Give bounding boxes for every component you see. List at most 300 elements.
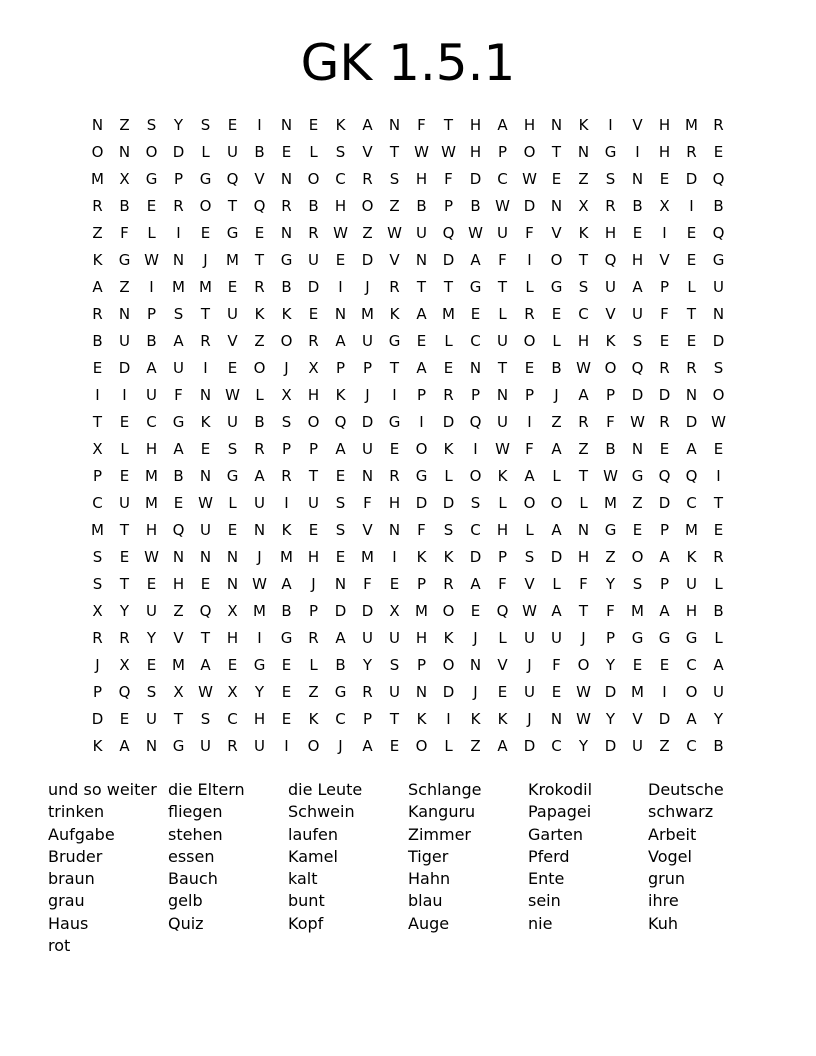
grid-letter: Q bbox=[496, 602, 509, 620]
grid-letter: G bbox=[631, 467, 644, 485]
grid-letter: B bbox=[92, 332, 103, 350]
grid-letter: R bbox=[254, 440, 265, 458]
grid-row bbox=[84, 301, 734, 328]
grid-letter: N bbox=[280, 170, 293, 188]
grid-letter: J bbox=[95, 656, 100, 674]
grid-letter: M bbox=[253, 602, 266, 620]
grid-letter: H bbox=[226, 629, 239, 647]
grid-letter: J bbox=[527, 656, 532, 674]
grid-letter: M bbox=[172, 656, 185, 674]
grid-letter: U bbox=[254, 494, 265, 512]
grid-letter: U bbox=[173, 359, 184, 377]
grid-letter: D bbox=[307, 278, 320, 296]
word-list-item: Kanguru bbox=[408, 802, 476, 822]
grid-letter: P bbox=[524, 386, 535, 404]
grid-letter: E bbox=[227, 278, 238, 296]
grid-letter: B bbox=[308, 197, 319, 215]
grid-letter: E bbox=[227, 359, 238, 377]
grid-letter: N bbox=[280, 224, 293, 242]
grid-letter: F bbox=[552, 656, 561, 674]
grid-letter: J bbox=[284, 359, 289, 377]
grid-letter: W bbox=[603, 467, 618, 485]
word-list-item: bunt bbox=[288, 891, 325, 911]
grid-letter: O bbox=[685, 683, 698, 701]
word-list-item: Tiger bbox=[408, 846, 449, 866]
grid-letter: F bbox=[525, 440, 534, 458]
grid-letter: E bbox=[173, 494, 184, 512]
grid-letter: A bbox=[659, 548, 670, 566]
grid-letter: M bbox=[145, 467, 158, 485]
grid-letter: N bbox=[361, 467, 374, 485]
grid-letter: R bbox=[200, 332, 211, 350]
grid-letter: I bbox=[608, 116, 613, 134]
grid-letter: T bbox=[308, 467, 319, 485]
grid-letter: K bbox=[335, 116, 346, 134]
grid-letter: G bbox=[226, 467, 239, 485]
grid-letter: A bbox=[470, 575, 481, 593]
grid-letter: G bbox=[172, 413, 185, 431]
grid-letter: H bbox=[631, 251, 644, 269]
grid-letter: D bbox=[604, 683, 617, 701]
grid-letter: I bbox=[473, 440, 478, 458]
grid-row bbox=[84, 436, 734, 463]
grid-letter: D bbox=[361, 251, 374, 269]
grid-letter: X bbox=[389, 602, 400, 620]
word-list-item: ihre bbox=[648, 891, 679, 911]
grid-letter: I bbox=[284, 494, 289, 512]
grid-letter: E bbox=[659, 170, 670, 188]
grid-letter: L bbox=[444, 332, 453, 350]
grid-letter: T bbox=[551, 143, 562, 161]
grid-letter: P bbox=[416, 575, 427, 593]
word-list-item: blau bbox=[408, 891, 443, 911]
grid-letter: P bbox=[308, 602, 319, 620]
grid-row bbox=[84, 598, 734, 625]
grid-row bbox=[84, 274, 734, 301]
grid-letter: A bbox=[173, 332, 184, 350]
grid-letter: T bbox=[254, 251, 265, 269]
grid-letter: T bbox=[443, 116, 454, 134]
grid-letter: D bbox=[685, 413, 698, 431]
word-list-item: die Leute bbox=[288, 780, 363, 799]
grid-letter: B bbox=[713, 197, 724, 215]
grid-letter: N bbox=[415, 683, 428, 701]
grid-letter: E bbox=[524, 359, 535, 377]
grid-letter: W bbox=[576, 359, 591, 377]
grid-letter: M bbox=[280, 548, 293, 566]
grid-letter: X bbox=[92, 440, 103, 458]
grid-letter: V bbox=[497, 656, 508, 674]
grid-letter: E bbox=[254, 224, 265, 242]
grid-letter: R bbox=[119, 629, 130, 647]
grid-letter: G bbox=[604, 521, 617, 539]
grid-letter: J bbox=[311, 575, 316, 593]
grid-letter: Z bbox=[605, 548, 616, 566]
grid-letter: N bbox=[199, 548, 212, 566]
grid-letter: D bbox=[469, 548, 482, 566]
grid-letter: P bbox=[470, 386, 481, 404]
grid-letter: L bbox=[201, 143, 210, 161]
grid-letter: E bbox=[551, 305, 562, 323]
grid-letter: G bbox=[145, 170, 158, 188]
grid-row bbox=[84, 220, 734, 247]
grid-letter: N bbox=[334, 575, 347, 593]
word-list-item: Bruder bbox=[48, 846, 103, 866]
grid-letter: G bbox=[334, 683, 347, 701]
grid-letter: R bbox=[281, 467, 292, 485]
grid-letter: G bbox=[712, 251, 725, 269]
grid-letter: O bbox=[253, 359, 266, 377]
grid-letter: E bbox=[713, 143, 724, 161]
grid-letter: O bbox=[145, 143, 158, 161]
grid-letter: F bbox=[606, 602, 615, 620]
grid-letter: O bbox=[523, 494, 536, 512]
grid-letter: R bbox=[659, 413, 670, 431]
grid-letter: S bbox=[335, 521, 346, 539]
grid-letter: F bbox=[417, 521, 426, 539]
grid-letter: P bbox=[416, 656, 427, 674]
grid-letter: J bbox=[257, 548, 262, 566]
grid-letter: E bbox=[659, 332, 670, 350]
grid-letter: E bbox=[281, 656, 292, 674]
grid-letter: I bbox=[149, 278, 154, 296]
grid-letter: A bbox=[281, 575, 292, 593]
word-list-column bbox=[648, 779, 768, 957]
grid-letter: I bbox=[203, 359, 208, 377]
grid-letter: V bbox=[551, 224, 562, 242]
word-list-column bbox=[168, 779, 288, 957]
grid-letter: S bbox=[713, 359, 724, 377]
word-list-item: Krokodil bbox=[528, 780, 593, 799]
grid-letter: L bbox=[579, 494, 588, 512]
grid-letter: Q bbox=[226, 170, 239, 188]
grid-letter: R bbox=[254, 278, 265, 296]
word-list-item: Arbeit bbox=[648, 824, 697, 844]
grid-letter: E bbox=[389, 440, 400, 458]
grid-letter: G bbox=[280, 251, 293, 269]
grid-letter: L bbox=[498, 494, 507, 512]
grid-letter: P bbox=[362, 359, 373, 377]
grid-letter: P bbox=[92, 467, 103, 485]
grid-row bbox=[84, 571, 734, 598]
grid-letter: Z bbox=[119, 116, 130, 134]
grid-letter: U bbox=[713, 683, 724, 701]
grid-letter: N bbox=[334, 305, 347, 323]
grid-letter: L bbox=[552, 467, 561, 485]
grid-letter: Y bbox=[713, 710, 724, 728]
grid-letter: R bbox=[605, 197, 616, 215]
grid-letter: G bbox=[199, 170, 212, 188]
grid-letter: V bbox=[632, 116, 643, 134]
grid-letter: D bbox=[415, 494, 428, 512]
grid-letter: A bbox=[416, 305, 427, 323]
grid-letter: U bbox=[200, 521, 211, 539]
grid-letter: U bbox=[362, 332, 373, 350]
grid-letter: A bbox=[713, 656, 724, 674]
grid-letter: O bbox=[550, 251, 563, 269]
grid-letter: B bbox=[713, 602, 724, 620]
grid-letter: B bbox=[551, 359, 562, 377]
grid-letter: C bbox=[146, 413, 157, 431]
grid-letter: I bbox=[689, 197, 694, 215]
grid-letter: E bbox=[389, 575, 400, 593]
grid-letter: T bbox=[443, 278, 454, 296]
grid-letter: N bbox=[631, 170, 644, 188]
grid-letter: A bbox=[254, 467, 265, 485]
grid-letter: S bbox=[173, 305, 184, 323]
grid-letter: U bbox=[146, 710, 157, 728]
word-list-item: grau bbox=[48, 891, 85, 911]
grid-letter: E bbox=[281, 710, 292, 728]
grid-letter: B bbox=[281, 602, 292, 620]
grid-letter: U bbox=[605, 278, 616, 296]
grid-letter: J bbox=[365, 278, 370, 296]
grid-row bbox=[84, 139, 734, 166]
grid-letter: U bbox=[416, 224, 427, 242]
grid-letter: E bbox=[146, 197, 157, 215]
grid-letter: A bbox=[200, 656, 211, 674]
grid-letter: N bbox=[631, 440, 644, 458]
grid-letter: H bbox=[469, 143, 482, 161]
grid-letter: Q bbox=[118, 683, 131, 701]
grid-letter: Y bbox=[605, 575, 616, 593]
grid-letter: P bbox=[281, 440, 292, 458]
grid-letter: U bbox=[308, 251, 319, 269]
grid-letter: T bbox=[92, 413, 103, 431]
grid-letter: K bbox=[416, 548, 427, 566]
grid-letter: E bbox=[308, 116, 319, 134]
grid-letter: Y bbox=[362, 656, 373, 674]
grid-row bbox=[84, 679, 734, 706]
grid-letter: F bbox=[498, 575, 507, 593]
grid-letter: J bbox=[338, 737, 343, 755]
grid-letter: R bbox=[686, 143, 697, 161]
grid-letter: K bbox=[686, 548, 697, 566]
grid-letter: P bbox=[497, 548, 508, 566]
grid-letter: S bbox=[389, 656, 400, 674]
grid-letter: E bbox=[308, 521, 319, 539]
grid-letter: L bbox=[498, 629, 507, 647]
grid-letter: I bbox=[716, 467, 721, 485]
grid-letter: E bbox=[686, 251, 697, 269]
grid-letter: A bbox=[551, 440, 562, 458]
grid-row bbox=[84, 247, 734, 274]
grid-letter: Y bbox=[146, 629, 157, 647]
grid-letter: S bbox=[335, 143, 346, 161]
grid-letter: I bbox=[338, 278, 343, 296]
grid-letter: E bbox=[200, 575, 211, 593]
word-list-item: Papagei bbox=[528, 802, 592, 822]
grid-letter: X bbox=[578, 197, 589, 215]
grid-letter: A bbox=[362, 737, 373, 755]
grid-letter: D bbox=[442, 251, 455, 269]
grid-letter: E bbox=[659, 656, 670, 674]
grid-letter: N bbox=[388, 116, 401, 134]
grid-letter: O bbox=[442, 602, 455, 620]
grid-letter: N bbox=[388, 521, 401, 539]
grid-letter: Q bbox=[334, 413, 347, 431]
word-list-item: Aufgabe bbox=[48, 824, 115, 844]
word-list-item: stehen bbox=[168, 824, 223, 844]
grid-letter: V bbox=[362, 521, 373, 539]
grid-letter: E bbox=[686, 224, 697, 242]
grid-letter: A bbox=[335, 332, 346, 350]
grid-letter: T bbox=[389, 359, 400, 377]
grid-letter: H bbox=[658, 116, 671, 134]
grid-letter: T bbox=[389, 710, 400, 728]
grid-letter: Q bbox=[172, 521, 185, 539]
grid-letter: I bbox=[527, 413, 532, 431]
word-list-item: Pferd bbox=[528, 846, 570, 866]
grid-letter: F bbox=[606, 413, 615, 431]
grid-letter: O bbox=[523, 143, 536, 161]
grid-letter: T bbox=[119, 521, 130, 539]
grid-row bbox=[84, 328, 734, 355]
grid-letter: R bbox=[524, 305, 535, 323]
grid-letter: T bbox=[173, 710, 184, 728]
grid-letter: B bbox=[173, 467, 184, 485]
grid-letter: U bbox=[146, 386, 157, 404]
grid-letter: W bbox=[630, 413, 645, 431]
grid-letter: D bbox=[361, 602, 374, 620]
grid-letter: P bbox=[659, 521, 670, 539]
grid-row bbox=[84, 625, 734, 652]
grid-letter: R bbox=[308, 224, 319, 242]
grid-letter: K bbox=[605, 332, 616, 350]
grid-letter: J bbox=[473, 683, 478, 701]
letter-grid bbox=[84, 112, 734, 760]
word-list-item: Garten bbox=[528, 824, 584, 844]
grid-letter: W bbox=[495, 197, 510, 215]
grid-letter: K bbox=[578, 224, 589, 242]
grid-letter: U bbox=[119, 332, 130, 350]
grid-letter: A bbox=[362, 116, 373, 134]
grid-letter: I bbox=[257, 116, 262, 134]
grid-letter: W bbox=[225, 386, 240, 404]
grid-letter: B bbox=[605, 440, 616, 458]
grid-letter: O bbox=[307, 170, 320, 188]
grid-letter: E bbox=[146, 575, 157, 593]
grid-letter: A bbox=[632, 278, 643, 296]
grid-letter: C bbox=[470, 332, 481, 350]
grid-row bbox=[84, 490, 734, 517]
grid-letter: Q bbox=[253, 197, 266, 215]
grid-letter: S bbox=[389, 170, 400, 188]
grid-letter: V bbox=[524, 575, 535, 593]
grid-letter: T bbox=[200, 629, 211, 647]
grid-letter: L bbox=[552, 332, 561, 350]
word-list-item: Deutsche bbox=[648, 780, 724, 799]
grid-letter: P bbox=[605, 386, 616, 404]
word-list-item: Hahn bbox=[408, 869, 451, 889]
grid-letter: N bbox=[226, 575, 239, 593]
grid-letter: W bbox=[522, 170, 537, 188]
grid-letter: I bbox=[257, 629, 262, 647]
grid-letter: Z bbox=[362, 224, 373, 242]
grid-letter: G bbox=[388, 413, 401, 431]
grid-letter: Y bbox=[605, 656, 616, 674]
grid-letter: U bbox=[362, 629, 373, 647]
grid-letter: H bbox=[577, 332, 590, 350]
grid-letter: U bbox=[119, 494, 130, 512]
grid-letter: T bbox=[497, 359, 508, 377]
grid-letter: B bbox=[335, 656, 346, 674]
grid-letter: U bbox=[686, 575, 697, 593]
word-list-column bbox=[528, 779, 648, 957]
grid-letter: E bbox=[686, 332, 697, 350]
grid-letter: R bbox=[713, 116, 724, 134]
grid-letter: W bbox=[198, 683, 213, 701]
grid-letter: D bbox=[658, 710, 671, 728]
grid-letter: E bbox=[551, 170, 562, 188]
grid-letter: M bbox=[226, 251, 239, 269]
grid-row bbox=[84, 706, 734, 733]
grid-letter: K bbox=[497, 710, 508, 728]
grid-letter: O bbox=[604, 359, 617, 377]
word-list-item: und so weiter bbox=[48, 780, 157, 799]
grid-letter: E bbox=[389, 737, 400, 755]
grid-letter: A bbox=[119, 737, 130, 755]
grid-letter: E bbox=[470, 602, 481, 620]
grid-letter: Z bbox=[470, 737, 481, 755]
grid-letter: U bbox=[227, 413, 238, 431]
grid-letter: A bbox=[524, 467, 535, 485]
grid-letter: L bbox=[120, 440, 129, 458]
grid-letter: H bbox=[415, 629, 428, 647]
grid-letter: L bbox=[687, 278, 696, 296]
grid-letter: H bbox=[388, 494, 401, 512]
grid-letter: C bbox=[551, 737, 562, 755]
grid-row bbox=[84, 409, 734, 436]
grid-letter: S bbox=[605, 170, 616, 188]
grid-letter: S bbox=[524, 548, 535, 566]
grid-letter: Y bbox=[605, 710, 616, 728]
grid-letter: N bbox=[253, 521, 266, 539]
grid-letter: K bbox=[416, 710, 427, 728]
grid-letter: E bbox=[632, 656, 643, 674]
grid-letter: V bbox=[227, 332, 238, 350]
grid-letter: H bbox=[145, 521, 158, 539]
word-list-item: Bauch bbox=[168, 869, 218, 889]
grid-letter: L bbox=[147, 224, 156, 242]
grid-letter: L bbox=[309, 143, 318, 161]
grid-letter: F bbox=[363, 494, 372, 512]
grid-letter: K bbox=[254, 305, 265, 323]
grid-letter: K bbox=[389, 305, 400, 323]
grid-letter: W bbox=[495, 440, 510, 458]
grid-letter: Z bbox=[389, 197, 400, 215]
grid-letter: D bbox=[361, 413, 374, 431]
grid-letter: U bbox=[497, 224, 508, 242]
grid-letter: E bbox=[308, 305, 319, 323]
word-list-item: braun bbox=[48, 869, 95, 889]
grid-letter: N bbox=[118, 143, 131, 161]
grid-letter: X bbox=[281, 386, 292, 404]
grid-letter: K bbox=[443, 440, 454, 458]
grid-letter: H bbox=[523, 116, 536, 134]
grid-letter: N bbox=[118, 305, 131, 323]
grid-letter: A bbox=[551, 521, 562, 539]
word-list-item: Auge bbox=[408, 913, 450, 933]
grid-letter: E bbox=[200, 440, 211, 458]
grid-letter: I bbox=[176, 224, 181, 242]
grid-letter: Z bbox=[659, 737, 670, 755]
grid-letter: L bbox=[525, 278, 534, 296]
word-list-item: laufen bbox=[288, 824, 339, 844]
word-list-item: Haus bbox=[48, 913, 89, 933]
grid-letter: O bbox=[307, 737, 320, 755]
grid-letter: K bbox=[92, 737, 103, 755]
